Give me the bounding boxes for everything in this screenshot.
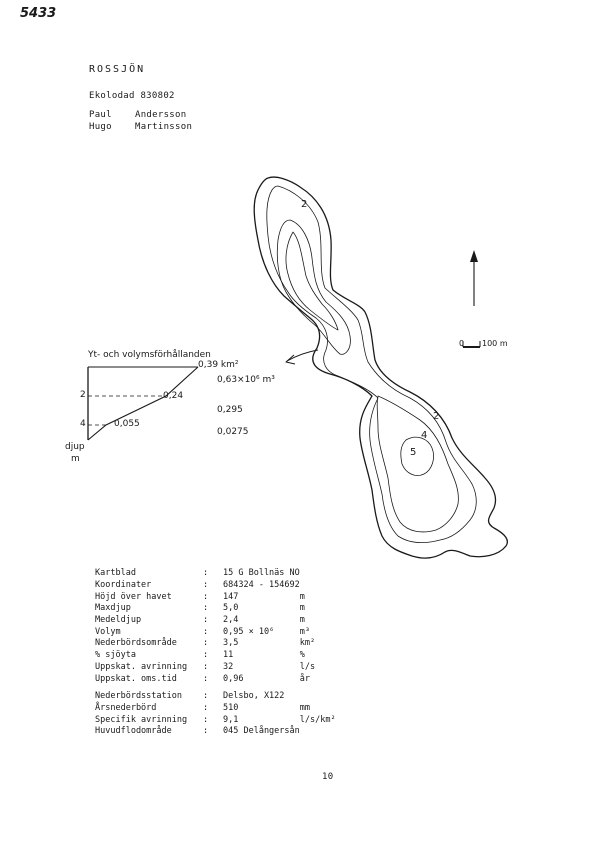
volume-label: 0,0275: [217, 427, 249, 437]
scale-start-label: 0: [459, 339, 465, 348]
observer-first-name: Paul: [89, 110, 112, 120]
area-label: 0,39 km²: [198, 360, 239, 370]
depth-tick-label: 4: [80, 419, 86, 429]
survey-date: Ekolodad 830802: [89, 91, 175, 101]
lake-statistics-table: [95, 568, 340, 738]
stats-row: Nederbördsstation : Delsbo, X122: [95, 691, 285, 702]
page-title: ROSSJÖN: [89, 64, 146, 75]
depth-tick-label: 2: [80, 390, 86, 400]
volume-label: 0,295: [217, 405, 243, 415]
observer-first-name: Hugo: [89, 122, 112, 132]
area-label: 0,055: [114, 419, 140, 429]
stats-row: Huvudflodområde : 045 Delångersån: [95, 726, 300, 737]
stats-row: Specifik avrinning : 9,1 l/s/km²: [95, 714, 336, 725]
stats-row: % sjöyta : 11 %: [95, 650, 305, 661]
hypsographic-curve: [88, 367, 198, 440]
stats-row: Kartblad : 15 G Bollnäs NO: [95, 568, 300, 579]
area-label: 0,24: [163, 391, 184, 401]
stats-row: Uppskat. avrinning : 32 l/s: [95, 661, 316, 672]
diagram-title: Yt- och volymsförhållanden: [88, 350, 211, 360]
stats-row: Koordinater : 684324 - 154692: [95, 580, 300, 591]
stats-row: Nederbördsområde : 3,5 km²: [95, 638, 316, 649]
stats-row: Årsnederbörd : 510 mm: [95, 702, 311, 713]
contour-label: 2: [301, 199, 308, 210]
stats-row: Uppskat. oms.tid : 0,96 år: [95, 673, 311, 684]
contour-label: 2: [433, 411, 440, 422]
contour-label: 5: [410, 447, 417, 458]
observer-last-name: Martinsson: [135, 122, 193, 132]
stats-row: Medeldjup : 2,4 m: [95, 615, 305, 626]
page-id: 5433: [20, 6, 57, 21]
stats-row: Maxdjup : 5,0 m: [95, 603, 305, 614]
depth-contour-2m: [277, 220, 350, 354]
north-arrow-head: [470, 250, 478, 262]
depth-unit-label: m: [71, 454, 80, 464]
page-number: 10: [322, 772, 334, 782]
stats-row: Höjd över havet : 147 m: [95, 591, 305, 602]
contour-label: 4: [421, 430, 428, 441]
scale-end-label: 100 m: [482, 339, 508, 348]
depth-axis-label: djup: [65, 442, 85, 452]
volume-label: 0,63×10⁶ m³: [217, 375, 275, 385]
stats-row: Volym : 0,95 × 10⁶ m³: [95, 626, 311, 637]
depth-contour-4m: [401, 437, 434, 475]
depth-contour-2m-south: [377, 396, 458, 532]
observer-last-name: Andersson: [135, 110, 187, 120]
